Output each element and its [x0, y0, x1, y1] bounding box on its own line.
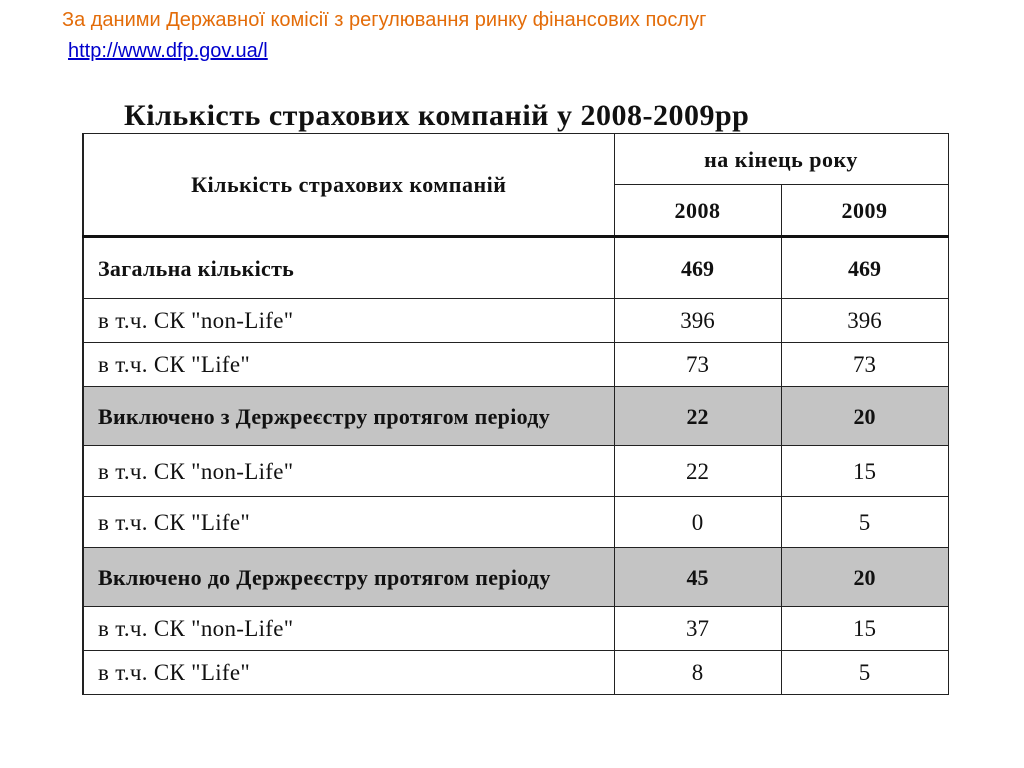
value-2009: 5 — [781, 497, 948, 548]
value-2008: 45 — [614, 548, 781, 607]
table-row — [83, 299, 948, 343]
value-2009: 469 — [781, 237, 948, 299]
year-header-2009: 2009 — [781, 185, 948, 237]
row-label: в т.ч. СК "non-Life" — [83, 446, 614, 497]
value-2009: 20 — [781, 387, 948, 446]
value-2009: 20 — [781, 548, 948, 607]
value-2008: 8 — [614, 651, 781, 695]
value-2008: 0 — [614, 497, 781, 548]
row-label: в т.ч. СК "non-Life" — [83, 607, 614, 651]
row-label: в т.ч. СК "Life" — [83, 651, 614, 695]
row-label: в т.ч. СК "non-Life" — [83, 299, 614, 343]
value-2008: 469 — [614, 237, 781, 299]
table-row-included — [83, 548, 948, 607]
value-2008: 22 — [614, 387, 781, 446]
value-2009: 15 — [781, 607, 948, 651]
value-2009: 15 — [781, 446, 948, 497]
table-title: Кількість страхових компаній у 2008-2009рр — [124, 99, 750, 132]
year-header-2008: 2008 — [614, 185, 781, 237]
row-label: Виключено з Держреєстру протягом періоду — [83, 387, 614, 446]
value-2008: 396 — [614, 299, 781, 343]
source-link[interactable]: http://www.dfp.gov.ua/l — [68, 40, 268, 62]
source-caption: За даними Державної комісії з регулювання ринку фінансових послуг — [62, 9, 707, 31]
table-row — [83, 497, 948, 548]
table-row — [83, 651, 948, 695]
insurance-companies-table — [82, 133, 949, 695]
table-row — [83, 343, 948, 387]
corner-header: Кількість страхових компаній — [83, 134, 614, 237]
value-2008: 73 — [614, 343, 781, 387]
table-row — [83, 446, 948, 497]
value-2009: 73 — [781, 343, 948, 387]
table-row — [83, 607, 948, 651]
value-2009: 5 — [781, 651, 948, 695]
table-row-excluded — [83, 387, 948, 446]
row-label: в т.ч. СК "Life" — [83, 497, 614, 548]
row-label: Загальна кількість — [83, 237, 614, 299]
value-2008: 37 — [614, 607, 781, 651]
row-label: в т.ч. СК "Life" — [83, 343, 614, 387]
value-2009: 396 — [781, 299, 948, 343]
period-header: на кінець року — [614, 134, 948, 185]
row-label: Включено до Держреєстру протягом періоду — [83, 548, 614, 607]
value-2008: 22 — [614, 446, 781, 497]
table-row-total — [83, 237, 948, 299]
